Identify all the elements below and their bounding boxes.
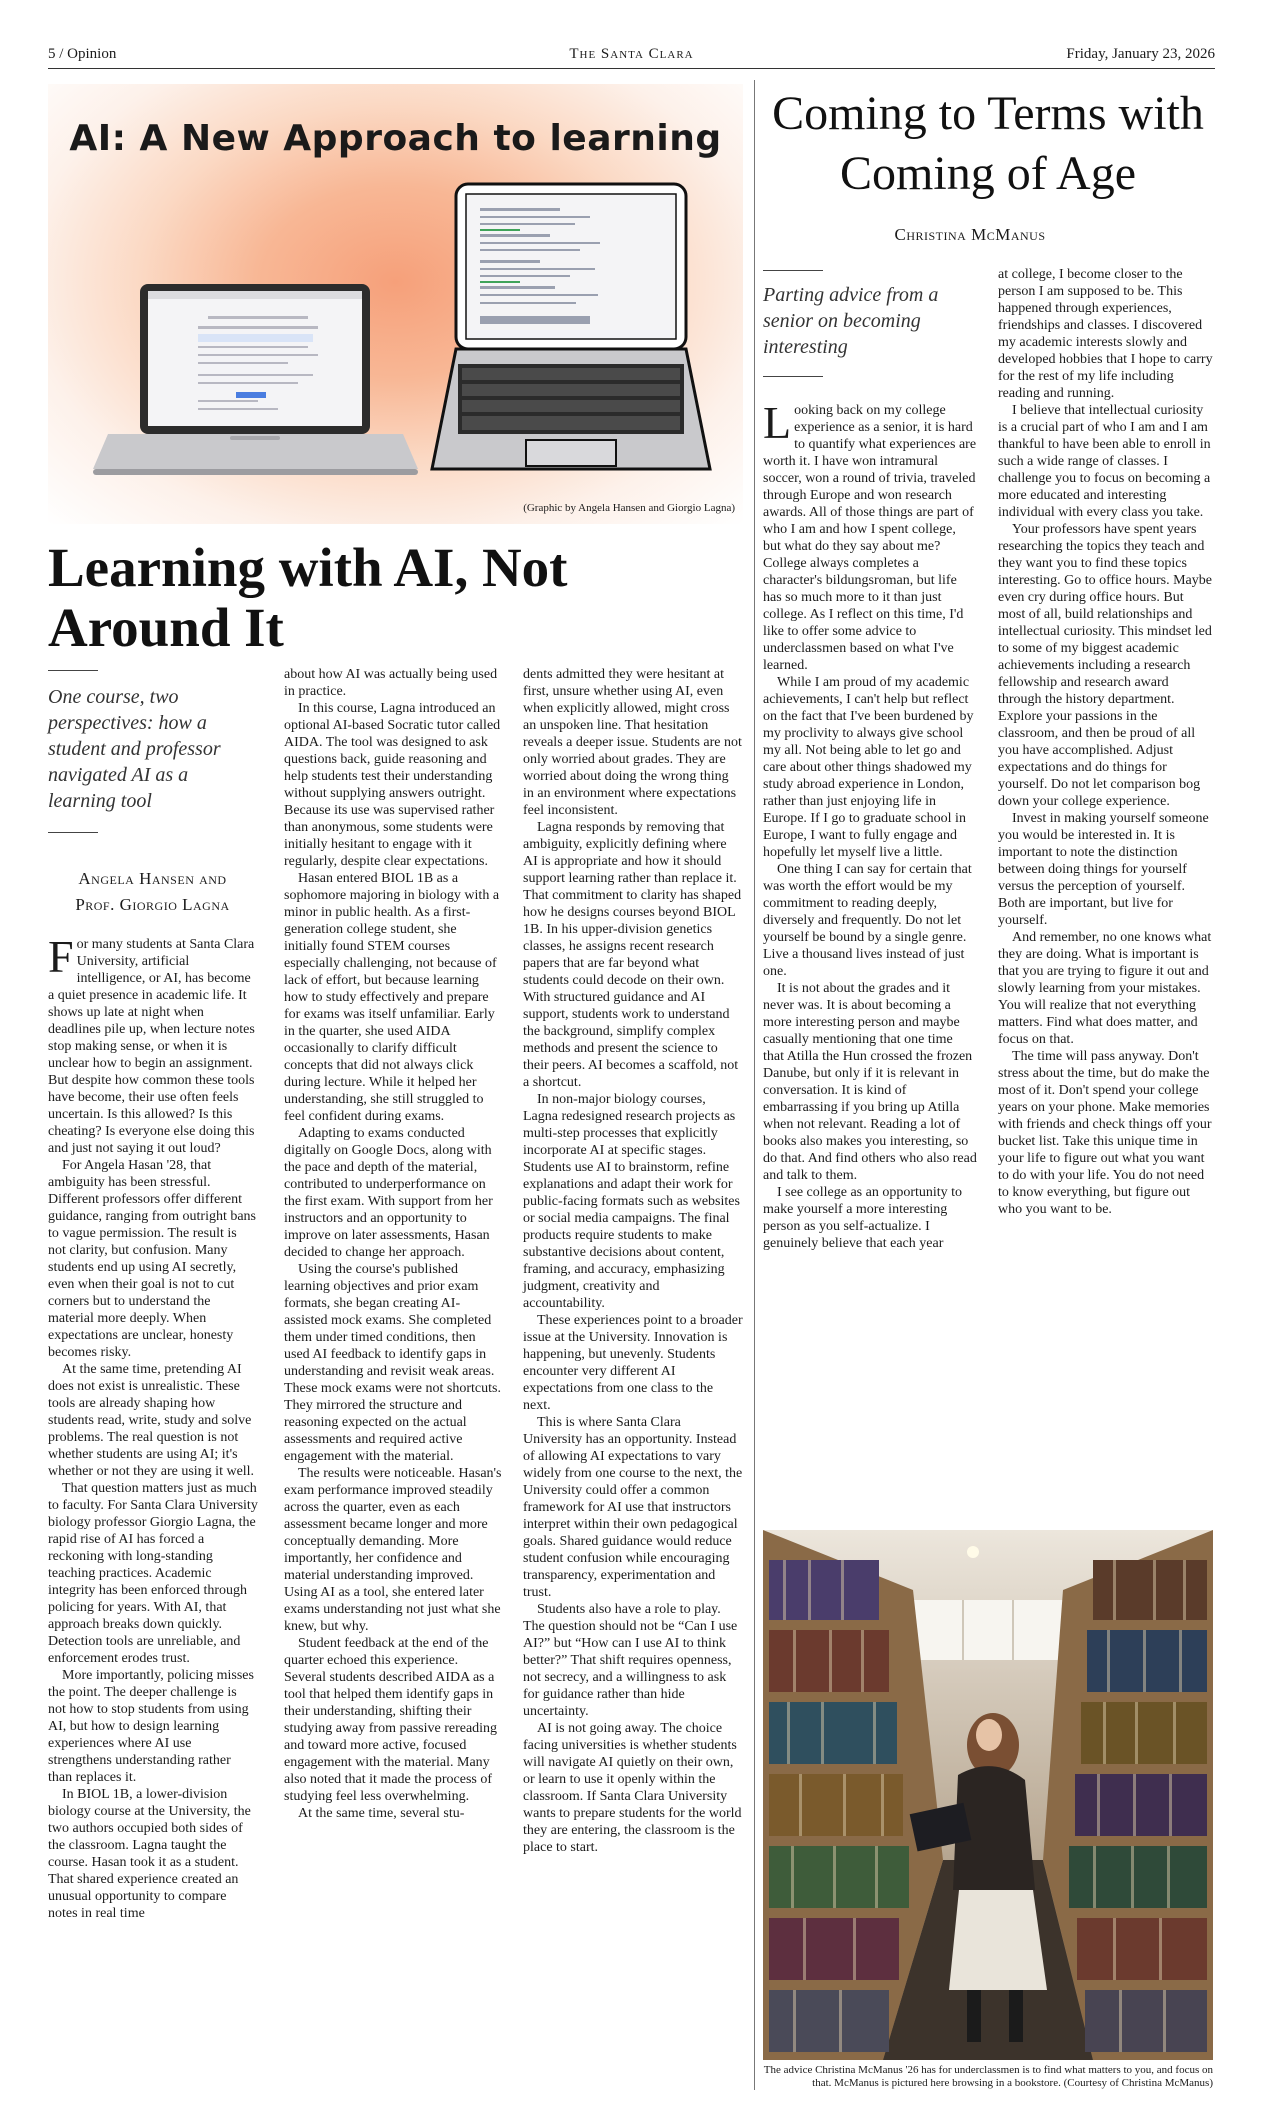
dek-rule-bottom xyxy=(48,832,98,833)
paragraph-text: ooking back on my college experience as a senior, it is hard to quantify what experiences are worth it. I have won intramural soccer, won a round of trivia, traveled through Europe and won research awards. All of those things are part of who I am and how I spent college, but what do they say about me? College always completes a character's bildungsroman, but life has so much more to it than just college. As I reflect on this time, I'd like to offer some advice to underclassmen based on what I've learned. xyxy=(763,403,977,673)
paragraph: More importantly, policing misses the point. The deeper challenge is not how to stop students from using AI, but how to design learning experiences where AI use strengthens understanding rather than replaces it. xyxy=(48,1668,254,1785)
paragraph: Adapting to exams conducted digitally on Google Docs, along with the pace and depth of the material, contributed to underperformance on the first exam. With support from her instructors and an opportunity to improve on later assessments, Hasan decided to change her approach. xyxy=(284,1126,493,1260)
paragraph: At the same time, pretending AI does not exist is unrealistic. These tools are already shaping how students read, write, study and solve problems. The real question is not whether students are using AI; it's whether or not they are using it well. xyxy=(48,1362,255,1479)
paragraph-text: or many students at Santa Clara University, artificial intelligence, or AI, has become a quiet presence in academic life. It shows up late at night when deadlines pile up, when lecture notes stop making sense, or when it is unclear how to begin an assignment. But despite how common these tools have become, their use often feels uncertain. Is this allowed? Is this cheating? Is everyone else doing this and just not saying it out loud? xyxy=(48,937,255,1156)
paragraph: Using the course's published learning objectives and prior exam formats, she began creating AI-assisted mock exams. She completed them under timed conditions, then used AI feedback to identify gaps in understanding and revisit weak areas. These mock exams were not shortcuts. They mirrored the structure and reasoning expected on the actual assessments and required active engagement with the material. xyxy=(284,1262,501,1464)
paragraph: And remember, no one knows what they are doing. What is important is that you are trying to figure it out and slowly learning from your mistakes. You will realize that not everything matters. Find what does matter, and focus on that. xyxy=(998,930,1212,1047)
paragraph: dents admitted they were hesitant at first, unsure whether using AI, even when explicitly allowed, might cross an unspoken line. That hesitation reveals a deeper issue. Students are not only worried about grades. They are worried about doing the wrong thing in an environment where expectations feel inconsistent. xyxy=(523,667,742,818)
opinion-dek-rule-top xyxy=(763,270,823,271)
byline-line-1: Angela Hansen and xyxy=(78,869,227,888)
opinion-dek-rule-bottom xyxy=(763,376,823,377)
paragraph: This is where Santa Clara University has an opportunity. Instead of allowing AI expectations to vary widely from one course to the next, the University could offer a common framework for AI use that instructors interpret within their own pedagogical goals. Shared guidance would reduce student confusion while encouraging transparency, experimentation and trust. xyxy=(523,1415,743,1600)
paper-name: The Santa Clara xyxy=(569,46,694,62)
paragraph: about how AI was actually being used in practice. xyxy=(284,667,498,699)
left-article-col-1 xyxy=(48,931,258,1922)
paragraph: At the same time, several stu- xyxy=(298,1806,465,1821)
paragraph: at college, I become closer to the person I am supposed to be. This happened through experiences, friendships and classes. I discovered my academic interests slowly and developed hobbies that I hope to carry for the rest of my life including reading and running. xyxy=(998,267,1213,401)
article-headline: Learning with AI, Not Around It xyxy=(48,537,568,658)
dek-rule-top xyxy=(48,670,98,671)
photo-caption: The advice Christina McManus '26 has for underclassmen is to find what matters to you, and focus on that. McManus is pictured here browsing in a bookstore. (Courtesy of Christina McManus) xyxy=(763,2064,1213,2089)
column-divider xyxy=(754,80,755,2090)
paragraph xyxy=(48,931,258,1157)
paragraph: These experiences point to a broader issue at the University. Innovation is happening, but unevenly. Students encounter very different AI expectations from one class to the next. xyxy=(523,1313,743,1413)
paragraph: For Angela Hasan '28, that ambiguity has been stressful. Different professors offer different guidance, ranging from outright bans to vague permission. The result is not clarity, but confusion. Many students end up using AI secretly, even when their goal is not to cut corners but to understand the material more deeply. When expectations are unclear, honesty becomes risky. xyxy=(48,1158,257,1360)
opinion-col-2 xyxy=(998,266,1213,1218)
byline-line-2: Prof. Giorgio Lagna xyxy=(75,895,230,914)
paragraph: AI is not going away. The choice facing universities is whether students will navigate AI quietly on their own, or learn to use it openly within the classroom. If Santa Clara University wants to prepare students for the world they are entering, the classroom is the place to start. xyxy=(523,1721,742,1855)
paragraph: That question matters just as much to faculty. For Santa Clara University biology professor Giorgio Lagna, the rapid rise of AI has forced a reckoning with long-standing teaching practices. Academic integrity has been enforced through policing for years. With AI, that approach breaks down quickly. Detection tools are unreliable, and enforcement erodes trust. xyxy=(48,1481,258,1666)
graphic-title: AI: A New Approach to learning xyxy=(69,118,722,159)
paragraph: In BIOL 1B, a lower-division biology course at the University, the two authors occupied both sides of the classroom. Lagna taught the course. Hasan took it as a student. That shared experience created an unusual opportunity to compare notes in real time xyxy=(48,1787,251,1921)
paragraph: I believe that intellectual curiosity is a crucial part of who I am and I am thankful to have been able to enroll in such a wide range of classes. I challenge you to focus on becoming a more educated and interesting individual with every class you take. xyxy=(998,403,1211,520)
bookstore-photo xyxy=(763,1530,1213,2060)
ai-graphic xyxy=(48,84,743,524)
paragraph: In non-major biology courses, Lagna redesigned research projects as multi-step processes that explicitly incorporate AI at specific stages. Students use AI to brainstorm, refine explanations and adapt their work for public-facing formats such as websites or social media campaigns. The final products require students to make substantive decisions about content, framing, and accuracy, emphasizing judgment, creativity and accountability. xyxy=(523,1092,740,1311)
paragraph xyxy=(763,397,977,674)
opinion-dek: Parting advice from a senior on becoming interesting xyxy=(763,284,939,358)
laptops-illustration xyxy=(48,84,743,524)
paragraph: Students also have a role to play. The question should not be “Can I use AI?” but “How can I use AI to think better?” That shift requires openness, not secrecy, and a willingness to ask for guidance rather than hide uncertainty. xyxy=(523,1602,738,1719)
article-byline xyxy=(40,866,265,918)
paragraph: The results were noticeable. Hasan's exam performance improved steadily across the quarter, even as each assessment became longer and more conceptually demanding. More importantly, her confidence and material understanding improved. Using AI as a tool, she entered later exams understanding not just what she knew, but why. xyxy=(284,1466,502,1634)
paragraph: In this course, Lagna introduced an optional AI-based Socratic tutor called AIDA. The tool was designed to ask questions back, guide reasoning and help students test their understanding without supplying answers outright. Because its use was supervised rather than anonymous, some students were initially hesitant to engage with it regularly, despite clear expectations. xyxy=(284,701,501,869)
paragraph: Hasan entered BIOL 1B as a sophomore majoring in biology with a minor in public health. As a first-generation college student, she initially found STEM courses especially challenging, not because of lack of effort, but because learning how to study effectively and prepare for exams was itself unfamiliar. Early in the quarter, she used AIDA occasionally to clarify difficult concepts that did not always click during lecture. While it helped her understanding, she still struggled to feel confident during exams. xyxy=(284,871,500,1124)
opinion-headline: Coming to Terms with Coming of Age xyxy=(772,87,1204,200)
paragraph: Your professors have spent years researching the topics they teach and they want you to find these topics interesting. Go to office hours. Maybe even cry during office hours. But most of all, build relationships and intellectual curiosity. This mindset led to some of my biggest academic achievements including a research fellowship and research award through the history department. Explore your passions in the classroom, and then be proud of all you have accomplished. Adjust expectations and do things for yourself. Do not let comparison bog down your college experience. xyxy=(998,522,1212,809)
left-article-col-3 xyxy=(523,666,743,1856)
paragraph: While I am proud of my academic achievements, I can't help but reflect on the fact that I've been burdened by my proclivity to always give school my all. Not being able to let go and care about other things shadowed my study abroad experience in London, rather than just enjoying life in Europe. If I go to graduate school in Europe, I want to fully engage and hopefully let myself live a little. xyxy=(763,675,974,860)
paragraph: I see college as an opportunity to make yourself a more interesting person as you self-actualize. I genuinely believe that each year xyxy=(763,1185,963,1251)
header-rule xyxy=(48,68,1215,69)
opinion-col-1 xyxy=(763,397,977,1252)
left-article-col-2 xyxy=(284,666,502,1822)
paragraph: One thing I can say for certain that was worth the effort would be my commitment to reading deeply, diversely and frequently. Do not let yourself be bound by a single genre. Live a thousand lives instead of just one. xyxy=(763,862,972,979)
drop-cap: F xyxy=(48,931,74,982)
drop-cap: L xyxy=(763,397,792,448)
graphic-credit: (Graphic by Angela Hansen and Giorgio Lagna) xyxy=(523,502,735,514)
issue-date: Friday, January 23, 2026 xyxy=(1066,46,1215,62)
paragraph: The time will pass anyway. Don't stress about the time, but do make the most of it. Don't spend your college years on your phone. Make memories with friends and check things off your bucket list. Take this unique time in your life to figure out what you want to do with your life. You do not need to know everything, but figure out who you want to be. xyxy=(998,1049,1212,1217)
paragraph: Invest in making yourself someone you would be interested in. It is important to note the distinction between doing things for yourself versus the perception of yourself. Both are important, but live for yourself. xyxy=(998,811,1209,928)
article-dek: One course, two perspectives: how a student and professor navigated AI as a learning tool xyxy=(48,686,221,812)
opinion-byline: Christina McManus xyxy=(894,225,1046,244)
paragraph: Student feedback at the end of the quarter echoed this experience. Several students described AIDA as a tool that helped them identify gaps in their understanding, shifting their studying away from passive rereading and toward more active, focused engagement with the material. Many also noted that it made the process of studying feel less overwhelming. xyxy=(284,1636,498,1804)
section-label: 5 / Opinion xyxy=(48,46,117,62)
paragraph: It is not about the grades and it never was. It is about becoming a more interesting person and maybe casually mentioning that one time that Atilla the Hun crossed the frozen Danube, but only if it is relevant in conversation. It is kind of embarrassing if you bring up Atilla when not relevant. Reading a lot of books also makes you interesting, so do that. And find others who also read and talk to them. xyxy=(763,981,977,1183)
paragraph: Lagna responds by removing that ambiguity, explicitly defining where AI is appropriate and how it should support learning rather than replace it. That commitment to clarity has shaped how he designs courses beyond BIOL 1B. In his upper-division genetics classes, he assigns recent research papers that are far beyond what students could decode on their own. With structured guidance and AI support, students work to understand the background, simplify complex methods and present the science to their peers. AI becomes a scaffold, not a shortcut. xyxy=(523,820,742,1090)
bookstore-illustration xyxy=(763,1530,1213,2060)
